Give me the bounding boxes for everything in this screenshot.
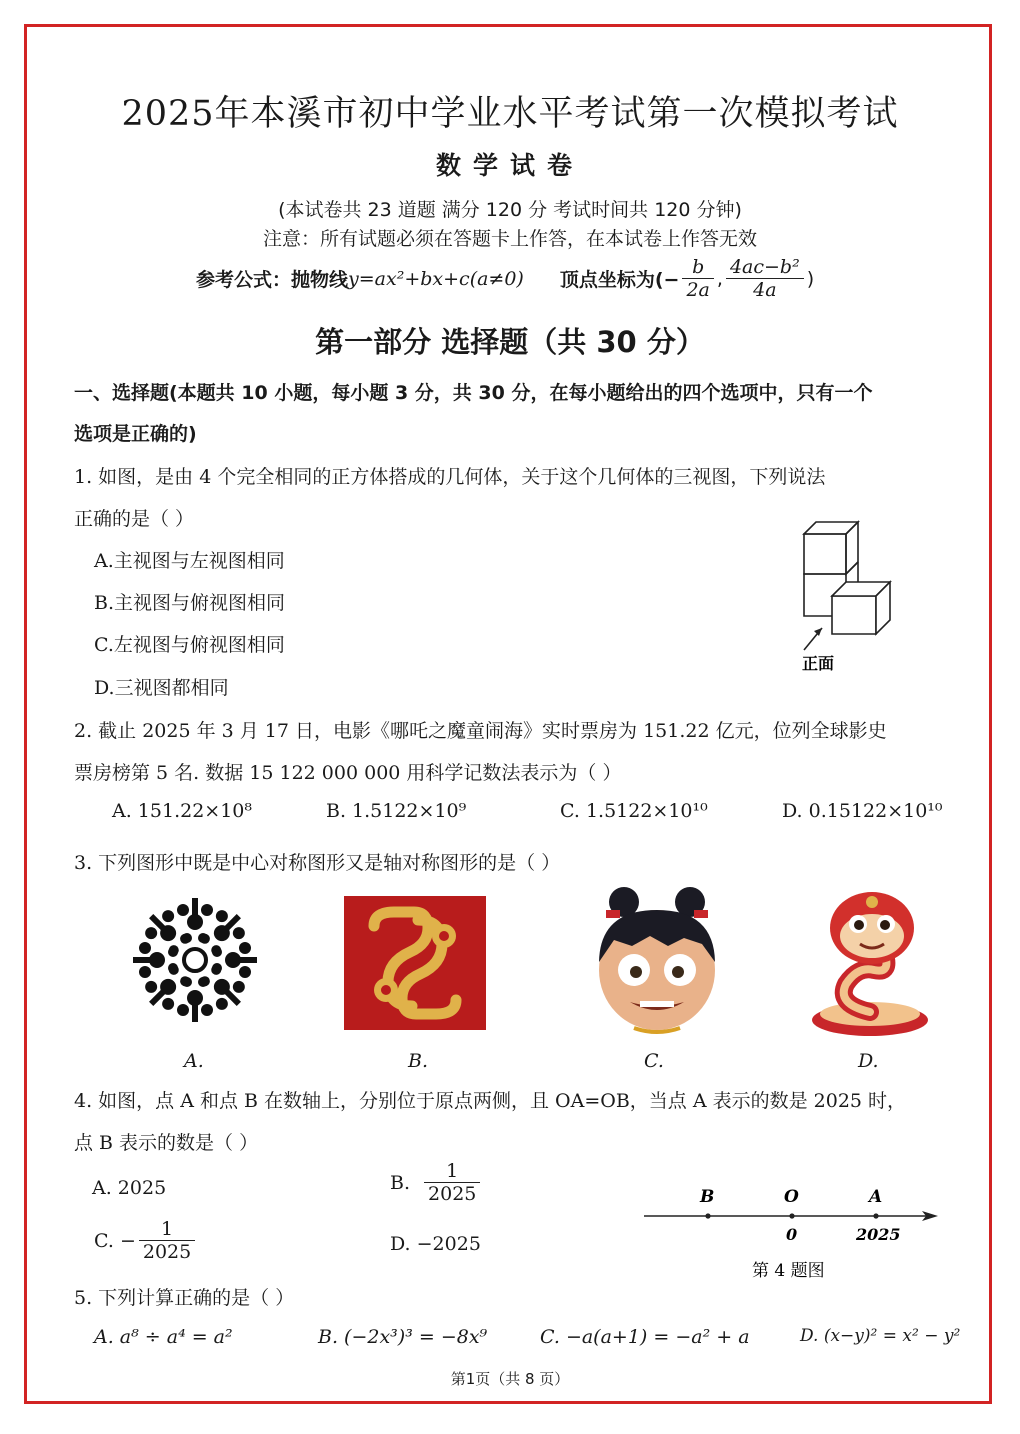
q2-option-b: B. 1.5122×10⁹ (326, 800, 467, 822)
fraction-denominator: 2a (686, 279, 710, 301)
q5-option-b: B. (−2x³)³ = −8x⁹ (318, 1326, 488, 1348)
q5-text: 5. 下列计算正确的是（ ） (74, 1287, 295, 1309)
q5-option-d: D. (x−y)² = x² − y² (800, 1326, 961, 1346)
fraction-numerator: 1 (139, 1218, 195, 1241)
point-o (789, 1213, 794, 1218)
q4-option-c-fraction (139, 1218, 195, 1263)
point-b (705, 1213, 710, 1218)
label-b: B (700, 1187, 715, 1207)
part1-title: 第一部分 选择题（共 30 分） (315, 325, 705, 359)
q4-option-b (390, 1160, 483, 1205)
snowflake-icon (128, 890, 262, 1030)
q1-text: 1. 如图，是由 4 个完全相同的正方体搭成的几何体，关于这个几何体的三视图，下列说法 (74, 466, 826, 488)
fraction-denominator: 2025 (428, 1183, 477, 1205)
formula-label: 参考公式：抛物线 (196, 269, 349, 291)
tick-0: 0 (786, 1225, 798, 1244)
label-o: O (784, 1187, 799, 1207)
cube-stack-figure (790, 512, 920, 682)
red-emblem-icon (344, 896, 486, 1030)
fraction-numerator: b (682, 256, 713, 279)
snake-mascot-icon (800, 886, 938, 1040)
vertex-label: 顶点坐标为(− (559, 269, 680, 291)
q5-option-a: A. a⁸ ÷ a⁴ = a² (94, 1326, 233, 1348)
formula-line (196, 256, 814, 301)
label-a: A (869, 1187, 883, 1207)
exam-title: 2025年本溪市初中学业水平考试第一次模拟考试 (121, 94, 899, 134)
section-heading: 一、选择题(本题共 10 小题，每小题 3 分，共 30 分，在每小题给出的四个选项中，只有一个 (74, 382, 873, 404)
q4-option-a: A. 2025 (92, 1177, 167, 1199)
number-line-figure (636, 1182, 946, 1286)
exam-info: (本试卷共 23 道题 满分 120 分 考试时间共 120 分钟) (278, 199, 742, 221)
option-letter: B. (390, 1171, 411, 1194)
exam-notice: 注意：所有试题必须在答题卡上作答，在本试卷上作答无效 (262, 228, 757, 250)
fraction-numerator: 4ac−b² (726, 256, 804, 279)
front-label: 正面 (802, 654, 835, 673)
vertex-x-fraction (682, 256, 713, 301)
q3-text: 3. 下列图形中既是中心对称图形又是轴对称图形的是（ ） (74, 852, 561, 874)
point-a (873, 1213, 878, 1218)
q3-label-c: C. (644, 1050, 664, 1072)
q3-label-b: B. (408, 1050, 429, 1072)
fraction-numerator: 1 (424, 1160, 480, 1183)
q1-option-d: D.三视图都相同 (94, 677, 229, 699)
q1-text-cont: 正确的是（ ） (74, 508, 195, 530)
q4-text: 4. 如图，点 A 和点 B 在数轴上，分别位于原点两侧，且 OA=OB，当点 A 表示的数是 2025 时， (74, 1090, 907, 1112)
vertex-y-fraction (726, 256, 804, 301)
page-footer: 第1页（共 8 页） (450, 1370, 570, 1388)
parabola-formula: y=ax²+bx+c(a≠0) (348, 267, 524, 290)
q2-option-a: A. 151.22×10⁸ (112, 800, 252, 822)
q4-option-d: D. −2025 (390, 1233, 481, 1255)
q5-option-c: C. −a(a+1) = −a² + a (540, 1326, 750, 1348)
section-heading-cont: 选项是正确的) (74, 423, 197, 445)
q3-label-d: D. (858, 1050, 879, 1072)
tick-2025: 2025 (856, 1225, 901, 1244)
fraction-denominator: 2025 (142, 1241, 192, 1263)
q4-option-c (94, 1218, 198, 1263)
q4-text-cont: 点 B 表示的数是（ ） (74, 1132, 259, 1154)
q2-text: 2. 截止 2025 年 3 月 17 日，电影《哪吒之魔童闹海》实时票房为 151.22 亿元，位列全球影史 (74, 720, 887, 742)
q1-option-c: C.左视图与俯视图相同 (94, 634, 285, 656)
fraction-denominator: 4a (753, 279, 777, 301)
q2-text-cont: 票房榜第 5 名. 数据 15 122 000 000 用科学记数法表示为（ ） (74, 762, 622, 784)
exam-subtitle: 数学试卷 (435, 151, 584, 180)
q1-option-b: B.主视图与俯视图相同 (94, 592, 286, 614)
option-letter: C. − (94, 1229, 136, 1252)
vertex-close: ) (806, 267, 815, 290)
vertex-separator: , (716, 267, 723, 290)
q4-option-b-fraction (424, 1160, 480, 1205)
cartoon-character-icon (584, 884, 730, 1036)
q1-option-a: A.主视图与左视图相同 (94, 550, 285, 572)
q3-label-a: A. (184, 1050, 204, 1072)
figure-caption: 第 4 题图 (752, 1261, 825, 1281)
q2-option-d: D. 0.15122×10¹⁰ (782, 800, 943, 822)
q2-option-c: C. 1.5122×10¹⁰ (560, 800, 708, 822)
